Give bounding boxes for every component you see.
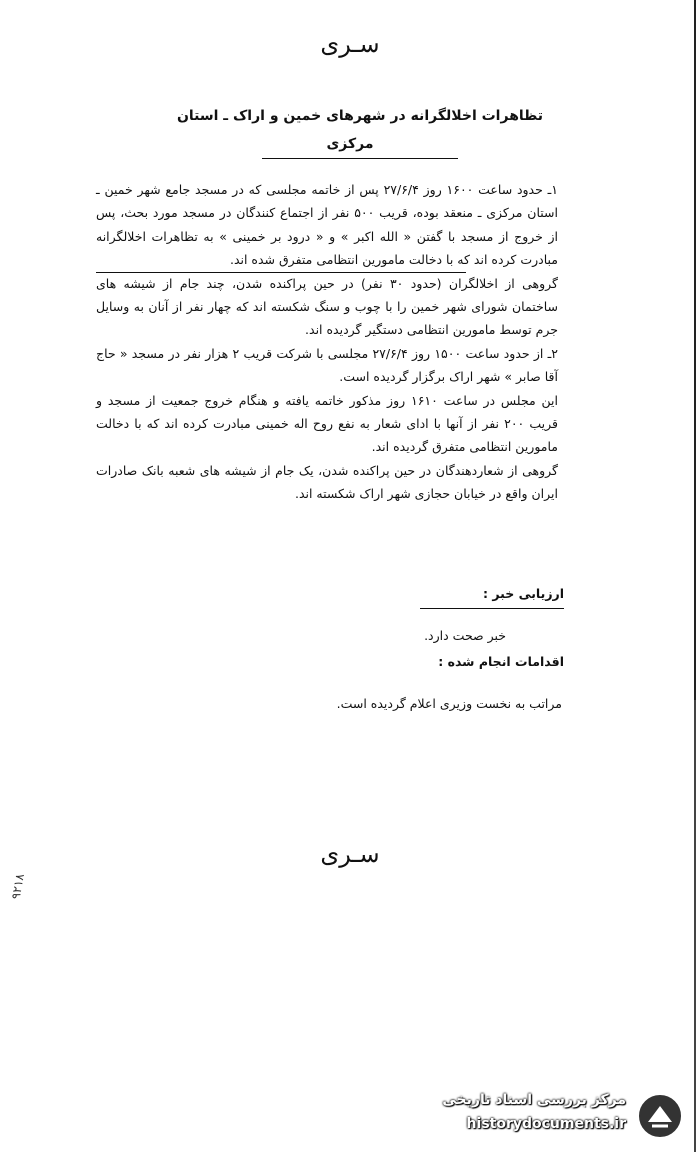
classification-bottom: سـری (320, 840, 380, 868)
page-edge-line-lower (694, 700, 696, 1152)
paragraph-3: ۲ـ از حدود ساعت ۱۵۰۰ روز ۲۷/۶/۴ مجلسی با شرکت قریب ۲ هزار نفر در مسجد « حاج آقا صابر » شهر اراک برگزار گردیده است. (96, 345, 558, 385)
evaluation-value: خبر صحت دارد. (424, 628, 506, 643)
paragraph-5: گروهی از شعاردهندگان در حین پراکنده شدن، یک جام از شیشه های شعبه بانک صادرات ایران واقع در خیابان حجازی شهر اراک شکسته اند. (96, 462, 558, 502)
action-label: اقدامات انجام شده : (438, 654, 564, 669)
action-value: مراتب به نخست وزیری اعلام گردیده است. (336, 696, 562, 711)
margin-handwritten-number: ۹۲۱۸ (8, 872, 27, 901)
paragraph-underline (96, 272, 466, 273)
watermark-url: historydocuments.ir (466, 1116, 626, 1132)
subtitle-underline (262, 158, 458, 159)
evaluation-underline (420, 608, 564, 609)
evaluation-label: ارزیابی خبر : (483, 586, 564, 601)
paragraph-2: گروهی از اخلالگران (حدود ۳۰ نفر) در حین پراکنده شدن، چند جام از شیشه های ساختمان شورای شهر خمین را با چوب و سنگ شکسته اند که چهار نفر از آنان به وسایل جرم توسط مامورین انتظامی دستگیر گردیده اند. (96, 275, 558, 338)
document-title: تظاهرات اخلالگرانه در شهرهای خمین و اراک ـ استان (176, 108, 544, 124)
paragraph-1: ۱ـ حدود ساعت ۱۶۰۰ روز ۲۷/۶/۴ پس از خاتمه مجلسی که در مسجد جامع شهر خمین ـ استان مرکزی ـ منعقد بوده، قریب ۵۰۰ نفر از اجتماع کنندگان در مسجد مورد بحث، پس از خروج از مسجد با گفتن « الله اکبر » و « درود بر خمینی » به تظاهرات اخلالگرانه مبادرت کرده اند که با دخالت مامورین انتظامی متفرق شده اند. (96, 182, 558, 268)
classification-top: سـری (320, 30, 380, 58)
watermark-org-name: مرکز بررسی اسناد تاریخی (442, 1092, 626, 1108)
archive-watermark (420, 1088, 690, 1144)
document-subtitle: مرکزی (326, 136, 374, 152)
archive-logo-icon (636, 1092, 684, 1140)
paragraph-4: این مجلس در ساعت ۱۶۱۰ روز مذکور خاتمه یافته و هنگام خروج جمعیت از مسجد و قریب ۲۰۰ نفر از آنها با ادای شعار به نفع روح اله خمینی مبادرت کرده اند که با دخالت مامورین انتظامی متفرق گردیده اند. (96, 392, 558, 455)
page-edge-line (694, 0, 696, 700)
document-body (96, 178, 558, 506)
